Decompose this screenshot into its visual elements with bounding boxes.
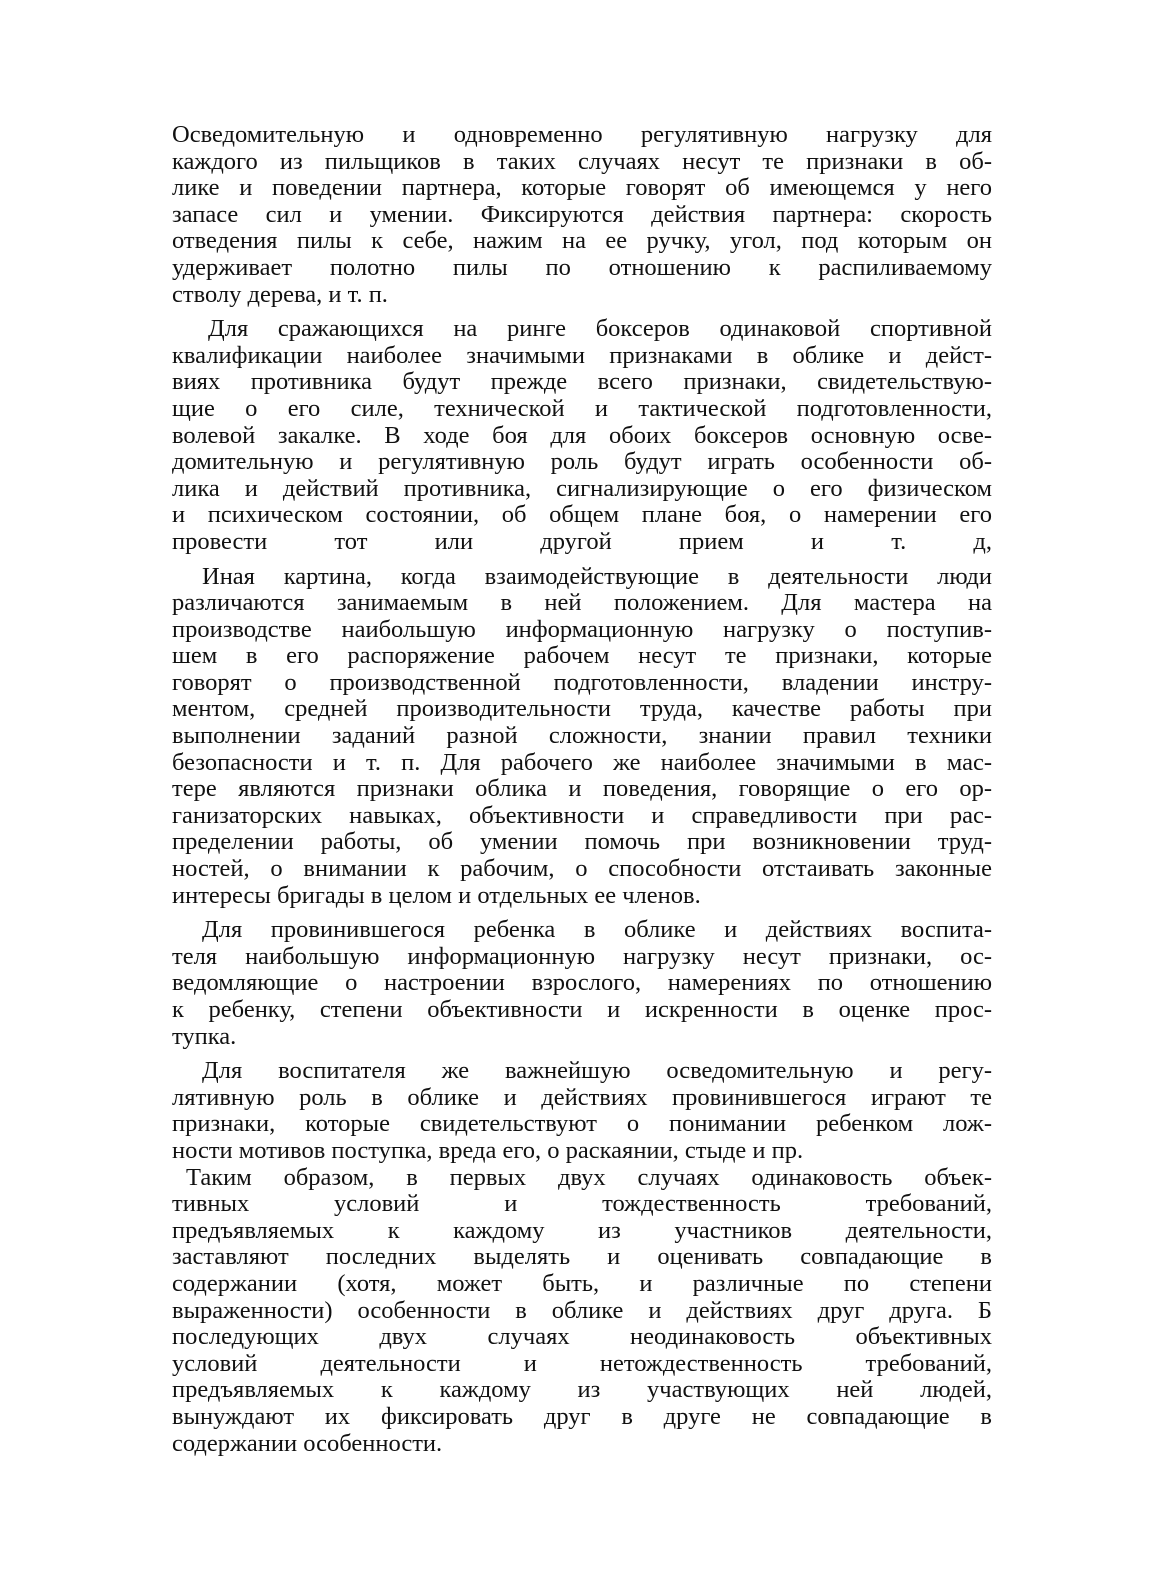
text-line: щие о его силе, технической и тактической подготовленности,	[172, 394, 992, 422]
text-line: различаются занимаемым в ней положением. Для мастера на	[172, 589, 992, 617]
text-line: Для воспитателя же важнейшую осведомительную и регу-	[202, 1057, 992, 1085]
paragraph-5	[172, 1058, 992, 1164]
text-line: шем в его распоряжение рабочем несут те признаки, которые	[172, 642, 992, 670]
text-line: стволу дерева, и т. п.	[172, 280, 388, 308]
paragraph-2	[172, 316, 992, 555]
text-line: домительную и регулятивную роль будут играть особенности об-	[172, 448, 992, 476]
text-line: ности мотивов поступка, вреда его, о раскаянии, стыде и пр.	[172, 1136, 804, 1164]
text-line: тивных условий и тождественность требований,	[172, 1190, 992, 1218]
text-line: лятивную роль в облике и действиях провинившегося играют те	[172, 1083, 992, 1111]
paragraph-1	[172, 122, 992, 308]
text-line: лика и действий противника, сигнализирующие о его физическом	[172, 474, 992, 502]
text-line: отведения пилы к себе, нажим на ее ручку, угол, под которым он	[172, 227, 992, 255]
text-line: ганизаторских навыках, объективности и справедливости при рас-	[172, 801, 992, 829]
text-line: провести тот или другой прием и т. д,	[172, 527, 992, 555]
text-line: тере являются признаки облика и поведения, говорящие о его ор-	[172, 775, 992, 803]
text-line: ментом, средней производительности труда, качестве работы при	[172, 695, 992, 723]
text-line: вынуждают их фиксировать друг в друге не совпадающие в	[172, 1402, 992, 1430]
text-line: Для сражающихся на ринге боксеров одинаковой спортивной	[208, 315, 992, 343]
text-line: последующих двух случаях неодинаковость объективных	[172, 1323, 992, 1351]
text-line: предъявляемых к каждому из участников деятельности,	[172, 1216, 992, 1244]
text-line: волевой закалке. В ходе боя для обоих боксеров основную осве-	[172, 421, 992, 449]
text-line: лике и поведении партнера, которые говорят об имеющемся у него	[172, 174, 992, 202]
text-line: заставляют последних выделять и оценивать совпадающие в	[172, 1243, 992, 1271]
body-text	[172, 122, 992, 1457]
text-line: предъявляемых к каждому из участвующих ней людей,	[172, 1376, 992, 1404]
text-line: содержании (хотя, может быть, и различные по степени	[172, 1269, 992, 1297]
text-line: и психическом состоянии, об общем плане боя, о намерении его	[172, 501, 992, 529]
text-line: Осведомительную и одновременно регулятивную нагрузку для	[172, 121, 992, 148]
text-line: говорят о производственной подготовленности, владении инстру-	[172, 668, 992, 696]
text-line: ведомляющие о настроении взрослого, намерениях по отношению	[172, 969, 992, 997]
text-line: выраженности) особенности в облике и действиях друг друга. Б	[172, 1296, 992, 1324]
text-line: к ребенку, степени объективности и искренности в оценке прос-	[172, 996, 992, 1023]
text-line: содержании особенности.	[172, 1429, 443, 1457]
text-line: виях противника будут прежде всего признаки, свидетельствую-	[172, 368, 992, 396]
text-line: запасе сил и умении. Фиксируются действия партнера: скорость	[172, 200, 992, 228]
text-line: интересы бригады в целом и отдельных ее членов.	[172, 881, 701, 909]
paragraph-4	[172, 917, 992, 1050]
text-line: признаки, которые свидетельствуют о понимании ребенком лож-	[172, 1110, 992, 1138]
text-line: удерживает полотно пилы по отношению к распиливаемому	[172, 253, 992, 281]
text-line: Таким образом, в первых двух случаях одинаковость объек-	[186, 1163, 992, 1191]
text-line: Иная картина, когда взаимодействующие в деятельности люди	[202, 562, 992, 590]
text-line: безопасности и т. п. Для рабочего же наиболее значимыми в мас-	[172, 748, 992, 776]
paragraph-6	[172, 1165, 992, 1458]
text-line: Для провинившегося ребенка в облике и действиях воспита-	[202, 916, 992, 944]
paragraph-3	[172, 564, 992, 910]
text-line: ностей, о внимании к рабочим, о способности отстаивать законные	[172, 855, 992, 883]
text-line: квалификации наиболее значимыми признаками в облике и дейст-	[172, 341, 992, 369]
text-line: производстве наибольшую информационную нагрузку о поступив-	[172, 615, 992, 643]
text-line: теля наибольшую информационную нагрузку несут признаки, ос-	[172, 942, 992, 970]
text-line: пределении работы, об умении помочь при возникновении труд-	[172, 828, 992, 856]
text-line: тупка.	[172, 1022, 237, 1050]
text-line: выполнении заданий разной сложности, знании правил техники	[172, 722, 992, 750]
text-line: условий деятельности и нетождественность требований,	[172, 1349, 992, 1377]
text-line: каждого из пильщиков в таких случаях несут те признаки в об-	[172, 147, 992, 175]
